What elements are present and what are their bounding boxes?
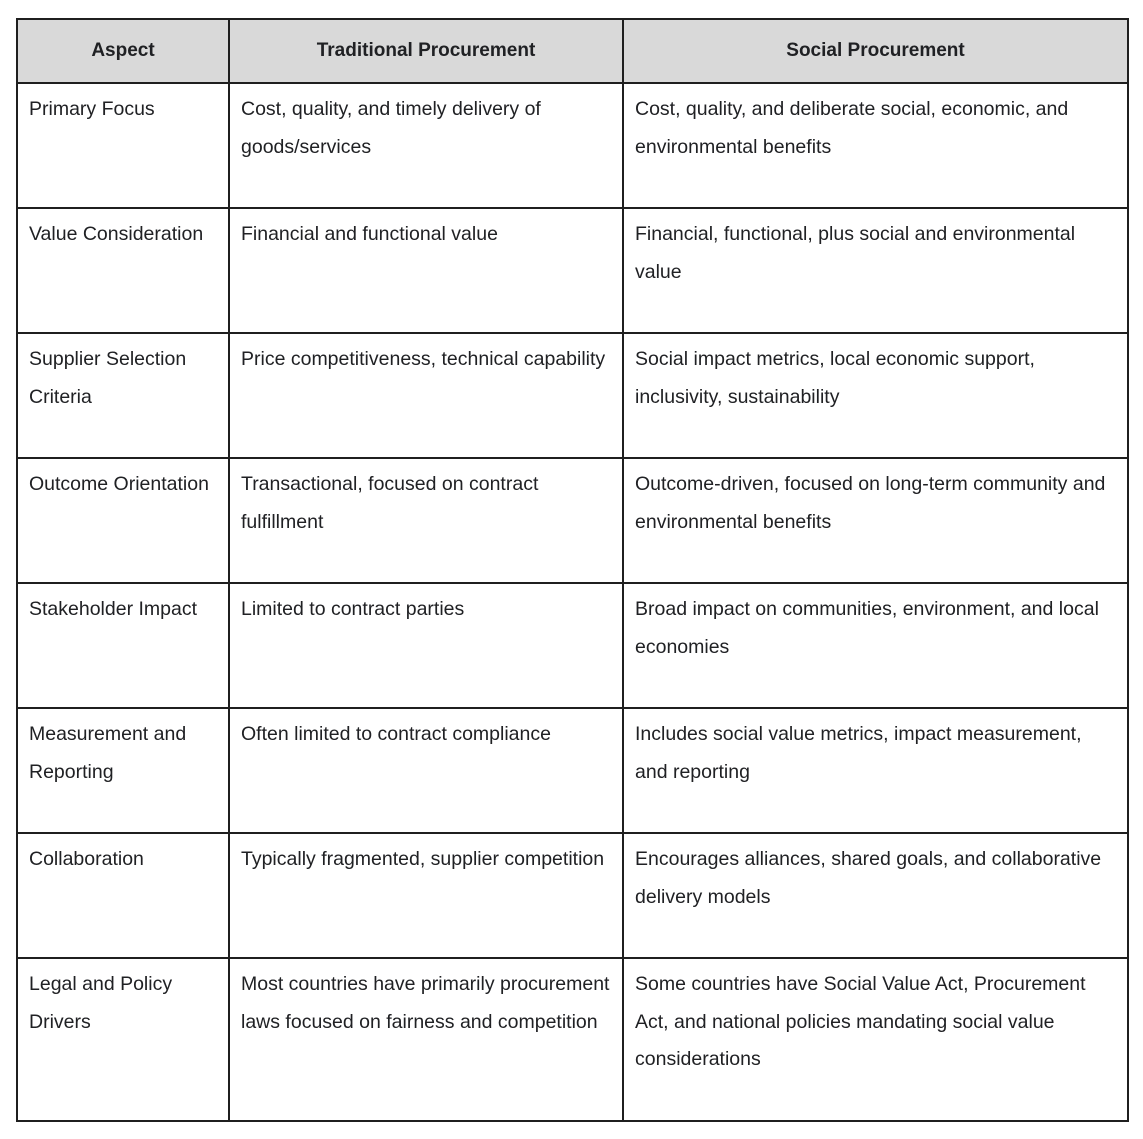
cell-aspect: Stakeholder Impact <box>17 583 229 708</box>
header-social-procurement: Social Procurement <box>623 19 1128 83</box>
cell-traditional: Typically fragmented, supplier competition <box>229 833 623 958</box>
cell-aspect: Collaboration <box>17 833 229 958</box>
cell-traditional: Often limited to contract compliance <box>229 708 623 833</box>
cell-aspect: Primary Focus <box>17 83 229 208</box>
cell-aspect: Legal and Policy Drivers <box>17 958 229 1121</box>
header-aspect: Aspect <box>17 19 229 83</box>
cell-aspect: Value Consideration <box>17 208 229 333</box>
cell-traditional: Transactional, focused on contract fulfillment <box>229 458 623 583</box>
cell-traditional: Price competitiveness, technical capability <box>229 333 623 458</box>
table-row <box>17 83 1128 208</box>
cell-aspect: Outcome Orientation <box>17 458 229 583</box>
table-row <box>17 458 1128 583</box>
table-row <box>17 583 1128 708</box>
cell-traditional: Most countries have primarily procurement laws focused on fairness and competition <box>229 958 623 1121</box>
table-row <box>17 708 1128 833</box>
cell-traditional: Financial and functional value <box>229 208 623 333</box>
cell-social: Financial, functional, plus social and environmental value <box>623 208 1128 333</box>
cell-aspect: Measurement and Reporting <box>17 708 229 833</box>
cell-aspect: Supplier Selection Criteria <box>17 333 229 458</box>
table-header-row <box>17 19 1128 83</box>
cell-social: Cost, quality, and deliberate social, economic, and environmental benefits <box>623 83 1128 208</box>
cell-social: Encourages alliances, shared goals, and collaborative delivery models <box>623 833 1128 958</box>
header-traditional-procurement: Traditional Procurement <box>229 19 623 83</box>
cell-social: Includes social value metrics, impact measurement, and reporting <box>623 708 1128 833</box>
table-row <box>17 833 1128 958</box>
cell-traditional: Cost, quality, and timely delivery of goods/services <box>229 83 623 208</box>
cell-social: Some countries have Social Value Act, Procurement Act, and national policies mandating social value considerations <box>623 958 1128 1121</box>
table-row <box>17 958 1128 1121</box>
cell-social: Outcome-driven, focused on long-term community and environmental benefits <box>623 458 1128 583</box>
table-row <box>17 333 1128 458</box>
cell-social: Social impact metrics, local economic support, inclusivity, sustainability <box>623 333 1128 458</box>
cell-social: Broad impact on communities, environment, and local economies <box>623 583 1128 708</box>
comparison-table-container <box>16 18 1129 1122</box>
table-row <box>17 208 1128 333</box>
cell-traditional: Limited to contract parties <box>229 583 623 708</box>
procurement-comparison-table <box>16 18 1129 1122</box>
